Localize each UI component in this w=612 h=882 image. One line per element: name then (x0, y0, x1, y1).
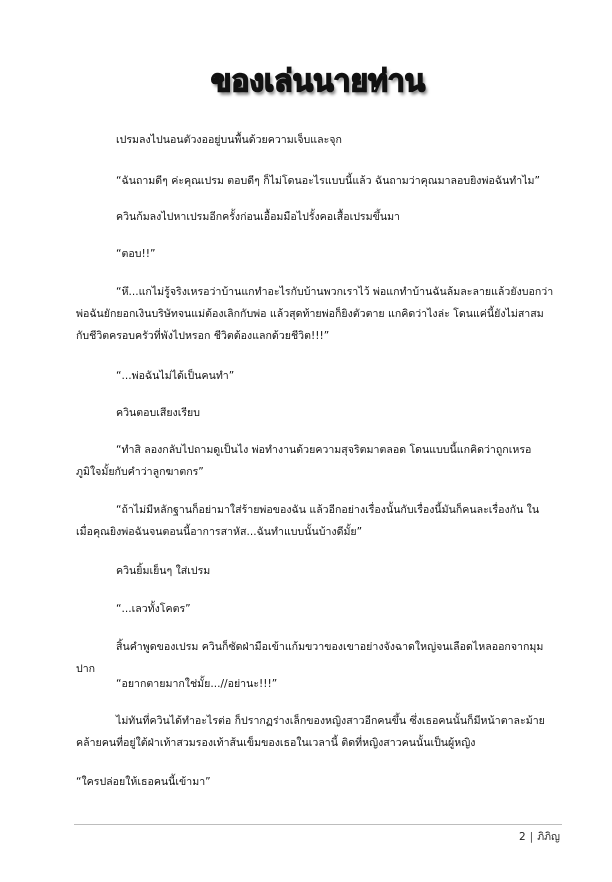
paragraph-6: “...พ่อฉันไม่ได้เป็นคนทำ” (116, 370, 235, 382)
paragraph-7: ควินตอบเสียงเรียบ (116, 407, 200, 419)
page-number: 2 (518, 831, 526, 843)
paragraph-15: “ใครปล่อยให้เธอคนนี้เข้ามา” (76, 776, 211, 788)
paragraph-2: “ฉันถามดีๆ ค่ะคุณเปรม ตอบดีๆ ก็ไม่โดนอะไรแบบนี้แล้ว ฉันถามว่าคุณมาลอบยิงพ่อฉันทำไม” (116, 175, 541, 187)
paragraph-1: เปรมลงไปนอนตัวงออยู่บนพื้นด้วยความเจ็บและจุก (116, 134, 342, 146)
paragraph-5: “หึ...แกไม่รู้จริงเหรอว่าบ้านแกทำอะไรกับบ้านพวกเราไว้ พ่อแกทำบ้านฉันล้มละลายแล้วยังบอกว่าพ่อฉันยักยอกเงินบริษัทจนแม่ต้องเลิกกับพ่อ แล้วสุดท้ายพ่อก็ยิงตัวตาย แกคิดว่าไงล่ะ โดนแค่นี้ยังไม่สาสมกับชีวิตครอบครัวที่พังไปหรอก ชีวิตต้องแลกด้วยชีวิต!!!” (76, 286, 554, 342)
paragraph-10: ควินยิ้มเย็นๆ ใส่เปรม (116, 565, 211, 577)
paragraph-3: ควินก้มลงไปหาเปรมอีกครั้งก่อนเอื้อมมือไปรั้งคอเสื้อเปรมขึ้นมา (116, 211, 401, 223)
story-title: ของเล่นนายท่าน (210, 63, 426, 99)
page-footer (519, 828, 560, 845)
paragraph-11: “...เลวทั้งโคตร” (116, 603, 191, 615)
footer-separator: | (529, 831, 534, 843)
paragraph-14: ไม่ทันที่ควินได้ทำอะไรต่อ ก็ปรากฏร่างเล็กของหญิงสาวอีกคนขึ้น ซึ่งเธอคนนั้นก็มีหน้าตาละม้ายคล้ายคนที่อยู่ใต้ฝ่าเท้าสวมรองเท้าส้นเข็มของเธอในเวลานี้ ติดที่หญิงสาวคนนั้นเป็นผู้หญิง (76, 715, 545, 749)
paragraph-9: “ถ้าไม่มีหลักฐานก็อย่ามาใส่ร้ายพ่อของฉัน แล้วอีกอย่างเรื่องนั้นกับเรื่องนี้มันก็คนละเรื่องกัน ในเมื่อคุณยิงพ่อฉันจนตอนนี้อาการสาหัส...ฉันทำแบบนั้นบ้างดีมั้ย” (76, 504, 540, 538)
paragraph-12: สิ้นคำพูดของเปรม ควินก็ซัดฝ่ามือเข้าแก้มขวาของเขาอย่างจังฉาดใหญ่จนเลือดไหลออกจากมุมปาก (76, 641, 544, 675)
paragraph-13: “อยากตายมากใช่มั้ย...//อย่านะ!!!” (116, 678, 278, 690)
footer-author: ภิภิญ (537, 831, 560, 843)
footer-divider (74, 824, 562, 825)
paragraph-8: “ทำสิ ลองกลับไปถามดูเป็นไง พ่อทำงานด้วยความสุจริตมาตลอด โดนแบบนี้แกคิดว่าถูกเหรอ ภูมิใจมั้ยกับคำว่าลูกฆาตกร” (76, 444, 532, 478)
paragraph-4: “ตอบ!!” (116, 248, 156, 260)
